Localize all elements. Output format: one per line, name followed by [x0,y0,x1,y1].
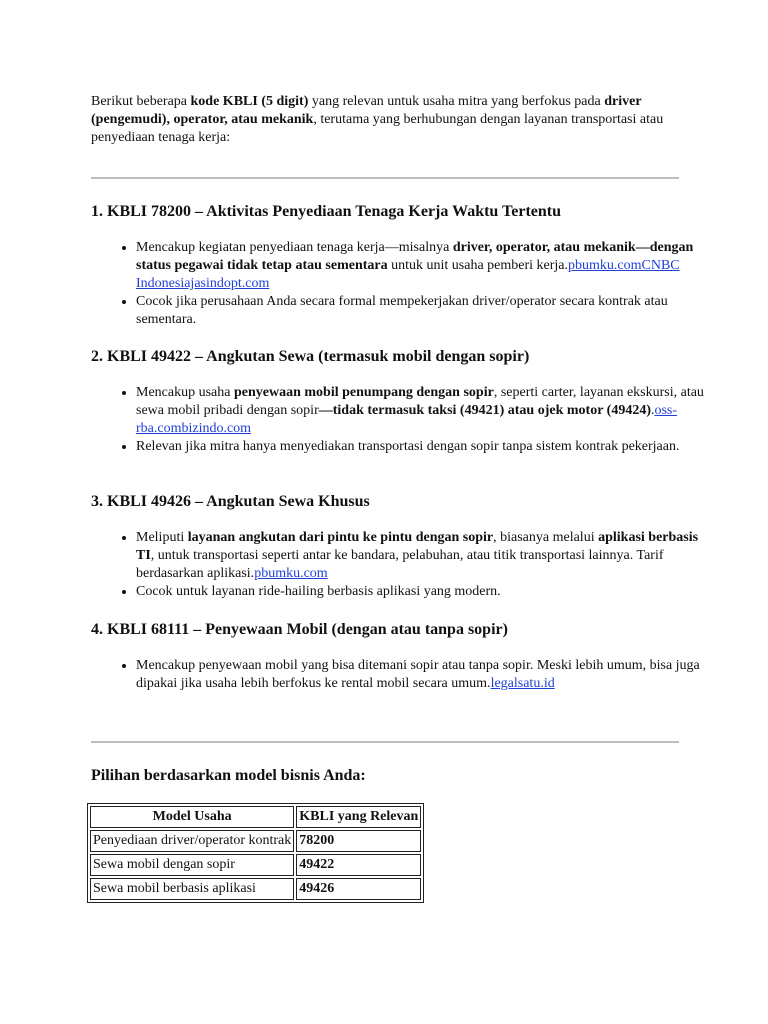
intro-text: Berikut beberapa [91,94,191,109]
table-cell-model: Sewa mobil berbasis aplikasi [90,878,294,900]
section-title: 1. KBLI 78200 – Aktivitas Penyediaan Tenaga Kerja Waktu Tertentu [91,203,561,220]
column-header: KBLI yang Relevan [296,806,421,828]
intro-paragraph [91,93,681,147]
choice-heading: Pilihan berdasarkan model bisnis Anda: [91,767,366,784]
list-item [136,293,706,329]
intro-bold-roles: driver (pengemudi), operator, atau mekanik [91,94,642,127]
table-header-row [90,806,421,828]
kbli-table [87,803,424,903]
table-row [90,854,421,876]
table-cell-kbli: 49422 [296,854,421,876]
divider [91,177,679,179]
item-bold-text: aplikasi berbasis TI [136,530,699,563]
item-text: , untuk transportasi seperti antar ke bandara, pelabuhan, atau titik transportasi lainnya. Tarif berdasarkan aplikasi. [136,548,664,581]
item-text: Cocok jika perusahaan Anda secara formal mempekerjakan driver/operator secara kontrak atau sementara. [136,294,668,327]
section-list [91,529,706,601]
section-list [91,384,706,456]
item-text: Mencakup usaha [136,385,234,400]
section-list [91,657,706,693]
list-item [136,583,706,601]
intro-bold-kbli: kode KBLI (5 digit) [190,94,309,109]
section-title: 2. KBLI 49422 – Angkutan Sewa (termasuk mobil dengan sopir) [91,348,530,365]
intro-text: yang relevan untuk usaha mitra yang berfokus pada [308,94,605,109]
section-title: 3. KBLI 49426 – Angkutan Sewa Khusus [91,493,370,510]
item-text: . [650,403,655,418]
item-bold-text: penyewaan mobil penumpang dengan sopir [233,385,494,400]
list-item [136,438,706,456]
item-text: Meliputi [136,530,188,545]
source-link[interactable]: pbumku.comCNBC Indonesiajasindopt.com [136,258,680,291]
item-bold-text: layanan angkutan dari pintu ke pintu dengan sopir [187,530,494,545]
divider [91,741,679,743]
section-list [91,239,706,329]
column-header: Model Usaha [90,806,294,828]
intro-text: , terutama yang berhubungan dengan layanan transportasi atau penyediaan tenaga kerja: [91,112,664,145]
table-row [90,830,421,852]
item-text: , seperti carter, layanan ekskursi, atau sewa mobil pribadi dengan sopir [136,385,704,418]
item-text: Cocok untuk layanan ride-hailing berbasis aplikasi yang modern. [136,584,501,599]
table-cell-model: Penyediaan driver/operator kontrak [90,830,294,852]
item-bold-text: —tidak termasuk taksi (49421) atau ojek motor (49424) [318,403,651,418]
item-text: untuk unit usaha pemberi kerja. [387,258,569,273]
item-text: Mencakup penyewaan mobil yang bisa ditemani sopir atau tanpa sopir. Meski lebih umum, bisa juga dipakai jika usaha lebih berfokus ke rental mobil secara umum. [136,658,700,691]
table-cell-kbli: 78200 [296,830,421,852]
section-title: 4. KBLI 68111 – Penyewaan Mobil (dengan atau tanpa sopir) [91,621,508,638]
list-item [136,657,706,693]
table-cell-kbli: 49426 [296,878,421,900]
list-item [136,239,706,293]
source-link[interactable]: oss-rba.combizindo.com [136,403,678,436]
item-text: , biasanya melalui [493,530,599,545]
list-item [136,384,706,438]
source-link[interactable]: pbumku.com [254,566,328,581]
item-bold-text: driver, operator, atau mekanik—dengan status pegawai tidak tetap atau sementara [136,240,694,273]
source-link[interactable]: legalsatu.id [490,676,555,691]
table-cell-model: Sewa mobil dengan sopir [90,854,294,876]
list-item [136,529,706,583]
item-text: Relevan jika mitra hanya menyediakan transportasi dengan sopir tanpa sistem kontrak pekerjaan. [136,439,680,454]
item-text: Mencakup kegiatan penyediaan tenaga kerja—misalnya [136,240,453,255]
table-row [90,878,421,900]
